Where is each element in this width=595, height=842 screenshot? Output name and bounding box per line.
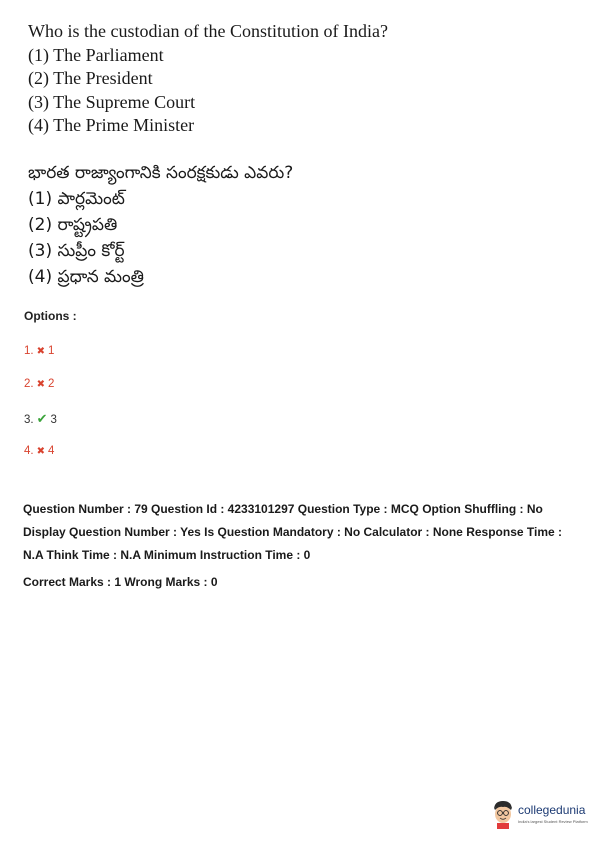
cross-icon: ✖ <box>36 346 45 357</box>
question-stem-telugu: భారత రాజ్యాంగానికి సంరక్షకుడు ఎవరు? <box>28 163 294 183</box>
options-heading: Options : <box>24 309 77 323</box>
mascot-icon <box>490 799 516 829</box>
choice-telugu-1: (1) పార్లమెంట్ <box>28 189 125 209</box>
choice-english-1: (1) The Parliament <box>28 44 164 65</box>
logo-tagline: India's largest Student Review Platform <box>518 819 588 824</box>
option-value: 1 <box>47 345 55 357</box>
marks-info: Correct Marks : 1 Wrong Marks : 0 <box>23 575 218 589</box>
question-english <box>28 20 388 138</box>
choice-telugu-2: (2) రాష్ట్రపతి <box>28 215 118 235</box>
option-value: 2 <box>47 378 55 390</box>
collegedunia-logo <box>490 799 590 833</box>
option-number: 4. <box>24 445 34 457</box>
option-number: 3. <box>24 414 34 426</box>
choice-telugu-4: (4) ప్రధాన మంత్రి <box>28 267 144 287</box>
choice-english-4: (4) The Prime Minister <box>28 115 195 135</box>
option-number: 2. <box>24 378 34 390</box>
option-number: 1. <box>24 345 34 357</box>
option-value: 4 <box>47 445 55 457</box>
choice-english-2: (2) The President <box>28 68 153 88</box>
choice-english-3: (3) The Supreme Court <box>28 91 196 112</box>
question-telugu <box>28 160 293 290</box>
question-meta-info: Question Number : 79 Question Id : 4233101297 Question Type : MCQ Option Shuffling : No Display Question Number : Yes Is Question Mandatory : No Calculator : None Response Time : N.A Think Time : N.A Minimum Instruction Time : 0 <box>23 502 562 562</box>
cross-icon: ✖ <box>36 379 45 390</box>
option-3 <box>24 411 57 427</box>
question-metadata <box>23 498 583 594</box>
logo-wordmark: collegedunia <box>518 803 586 817</box>
option-value: 3 <box>50 414 57 426</box>
check-icon: ✔ <box>36 411 48 426</box>
option-2 <box>24 378 54 390</box>
cross-icon: ✖ <box>36 446 45 457</box>
option-1 <box>24 345 54 357</box>
choice-telugu-3: (3) సుప్రీం కోర్ట్ <box>28 241 125 261</box>
option-4 <box>24 445 54 457</box>
question-stem-english: Who is the custodian of the Constitution of India? <box>28 21 388 41</box>
